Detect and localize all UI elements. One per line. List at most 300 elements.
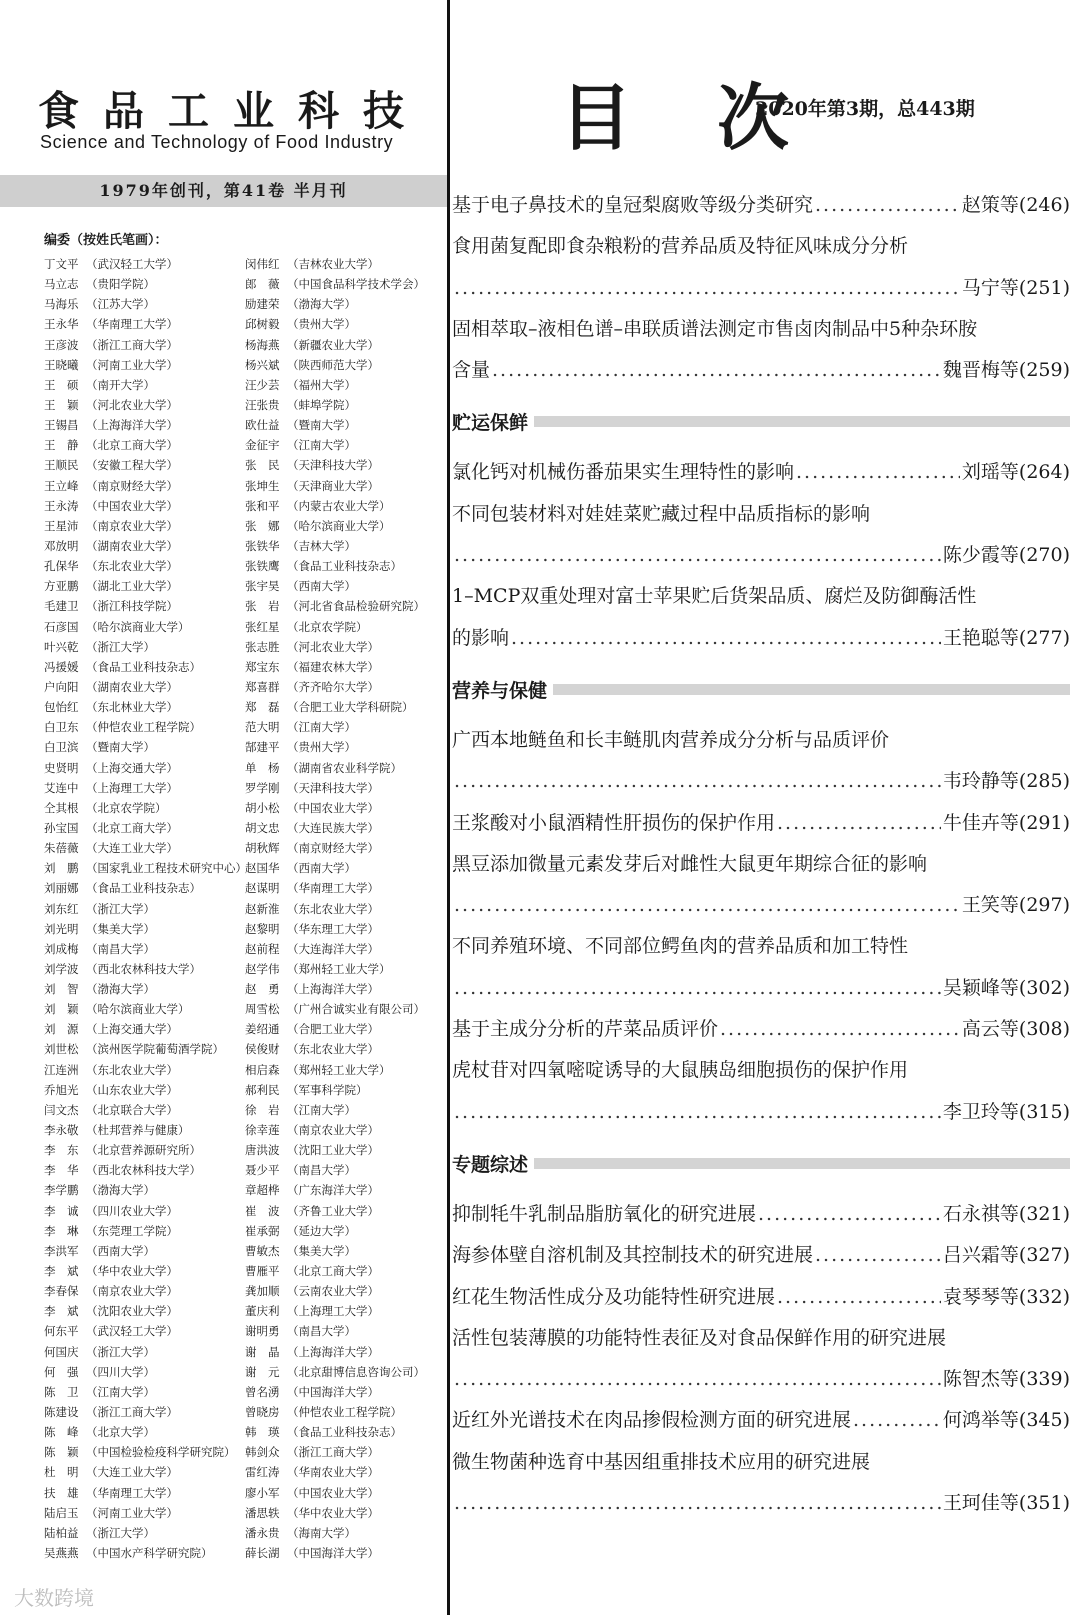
- board-member: [245, 516, 455, 536]
- member-affiliation: （河南工业大学）: [86, 1505, 178, 1520]
- member-affiliation: （华南农业大学）: [287, 1465, 379, 1480]
- member-name: 朱蓓薇: [44, 841, 79, 856]
- member-name: 潘永贵: [245, 1525, 280, 1540]
- board-member: [44, 919, 254, 939]
- board-member: [245, 1362, 455, 1382]
- member-affiliation: （河南工业大学）: [86, 357, 178, 372]
- member-name: 郑宝东: [245, 659, 280, 674]
- board-member: [44, 798, 254, 818]
- member-affiliation: （广东海洋大学）: [287, 1183, 379, 1198]
- author-page: 高云等(308): [961, 1018, 1070, 1041]
- member-name: 张坤生: [245, 478, 280, 493]
- masthead-column: [0, 0, 447, 1615]
- member-name: 谢 晶: [245, 1344, 280, 1359]
- member-affiliation: （天津商业大学）: [287, 478, 379, 493]
- member-name: 冯援媛: [44, 659, 79, 674]
- board-member: [245, 1422, 455, 1442]
- member-affiliation: （北京农学院）: [86, 800, 167, 815]
- member-name: 刘 鹏: [44, 861, 79, 876]
- member-name: 王顺民: [44, 458, 79, 473]
- member-affiliation: （大连工业大学）: [86, 1465, 178, 1480]
- member-name: 刘东红: [44, 901, 79, 916]
- member-affiliation: （齐鲁工业大学）: [287, 1203, 379, 1218]
- member-name: 张 岩: [245, 599, 280, 614]
- member-affiliation: （上海交通大学）: [86, 760, 178, 775]
- member-affiliation: （华南理工大学）: [86, 317, 178, 332]
- member-affiliation: （食品工业科技杂志）: [86, 881, 201, 896]
- member-name: 谢 元: [245, 1364, 280, 1379]
- article-title: 基于主成分分析的芹菜品质评价: [452, 1018, 719, 1041]
- member-affiliation: （渤海大学）: [86, 1183, 155, 1198]
- member-affiliation: （江南大学）: [287, 720, 356, 735]
- board-member: [245, 999, 455, 1019]
- member-affiliation: （暨南大学）: [287, 418, 356, 433]
- member-name: 李 东: [44, 1143, 79, 1158]
- section-heading: [450, 391, 1070, 452]
- board-member: [44, 858, 254, 878]
- toc-entry[interactable]: [450, 576, 1070, 659]
- entry-line: [450, 1050, 1070, 1091]
- board-member: [245, 758, 455, 778]
- member-affiliation: （上海理工大学）: [287, 1304, 379, 1319]
- board-member: [44, 1382, 254, 1402]
- member-name: 李 斌: [44, 1304, 79, 1319]
- member-name: 董庆利: [245, 1304, 280, 1319]
- member-affiliation: （西南大学）: [287, 579, 356, 594]
- member-name: 李 琳: [44, 1223, 79, 1238]
- entry-line: [450, 761, 1070, 802]
- board-member: [245, 1060, 455, 1080]
- member-affiliation: （山东农业大学）: [86, 1082, 178, 1097]
- member-name: 石彦国: [44, 619, 79, 634]
- board-member: [245, 335, 455, 355]
- board-member: [44, 1422, 254, 1442]
- board-member: [44, 1462, 254, 1482]
- member-affiliation: （浙江大学）: [86, 1525, 155, 1540]
- member-affiliation: （南开大学）: [86, 377, 155, 392]
- member-affiliation: （云南农业大学）: [287, 1284, 379, 1299]
- board-member: [44, 536, 254, 556]
- dot-leader: [454, 535, 941, 576]
- member-affiliation: （军事科学院）: [287, 1082, 368, 1097]
- member-name: 姜绍通: [245, 1022, 280, 1037]
- board-member: [245, 737, 455, 757]
- toc-entry[interactable]: [450, 226, 1070, 309]
- member-name: 励建荣: [245, 297, 280, 312]
- entry-line: [450, 535, 1070, 576]
- article-title: 氯化钙对机械伤番茄果实生理特性的影响: [452, 461, 795, 484]
- member-name: 李洪军: [44, 1243, 79, 1258]
- toc-entry[interactable]: [450, 1400, 1070, 1441]
- member-name: 陈 卫: [44, 1384, 79, 1399]
- board-member: [44, 1442, 254, 1462]
- member-affiliation: （上海海洋大学）: [86, 418, 178, 433]
- board-member: [44, 274, 254, 294]
- member-name: 郑 磊: [245, 700, 280, 715]
- dot-leader: [454, 885, 960, 926]
- board-member: [245, 476, 455, 496]
- dot-leader: [454, 1359, 941, 1400]
- member-affiliation: （集美大学）: [86, 921, 155, 936]
- author-page: 吴颖峰等(302): [942, 976, 1070, 999]
- member-affiliation: （北京营养源研究所）: [86, 1143, 201, 1158]
- toc-entry[interactable]: [450, 844, 1070, 927]
- member-affiliation: （延边大学）: [287, 1223, 356, 1238]
- toc-entry[interactable]: [450, 1277, 1070, 1318]
- board-member: [44, 939, 254, 959]
- board-member: [44, 1261, 254, 1281]
- member-name: 陈建设: [44, 1405, 79, 1420]
- member-name: 孙宝国: [44, 820, 79, 835]
- author-page: 王珂佳等(351): [942, 1492, 1070, 1515]
- board-member: [245, 1281, 455, 1301]
- entry-line: [450, 1359, 1070, 1400]
- section-title: 贮运保鲜: [452, 412, 529, 435]
- board-member: [245, 677, 455, 697]
- board-member: [245, 576, 455, 596]
- board-member: [44, 1301, 254, 1321]
- journal-name-cn: 食品工业科技: [38, 87, 428, 135]
- editorial-board-list-left: [44, 254, 254, 1563]
- dot-leader: [492, 350, 941, 391]
- toc-entry[interactable]: [450, 720, 1070, 803]
- entry-line: [450, 1442, 1070, 1483]
- board-member: [245, 899, 455, 919]
- member-name: 张铁鹰: [245, 559, 280, 574]
- member-name: 王 颖: [44, 397, 79, 412]
- member-affiliation: （湖南农业大学）: [86, 538, 178, 553]
- member-affiliation: （贵州大学）: [287, 317, 356, 332]
- member-name: 吴燕燕: [44, 1546, 79, 1560]
- member-name: 曹雁平: [245, 1264, 280, 1279]
- member-name: 廖小军: [245, 1485, 280, 1500]
- member-affiliation: （海南大学）: [287, 1525, 356, 1540]
- board-member: [245, 697, 455, 717]
- member-name: 张宇昊: [245, 579, 280, 594]
- board-member: [44, 1039, 254, 1059]
- article-title: 海参体壁自溶机制及其控制技术的研究进展: [452, 1244, 814, 1267]
- member-affiliation: （吉林大学）: [287, 538, 356, 553]
- board-member: [245, 254, 455, 274]
- member-name: 马海乐: [44, 297, 79, 312]
- entry-line: [450, 1400, 1070, 1441]
- board-member: [245, 395, 455, 415]
- member-name: 崔 波: [245, 1203, 280, 1218]
- toc-entry[interactable]: [450, 1318, 1070, 1401]
- member-affiliation: （上海海洋大学）: [287, 982, 379, 997]
- entry-line: [450, 309, 1070, 350]
- member-name: 陈 峰: [44, 1425, 79, 1440]
- board-member: [44, 1100, 254, 1120]
- entry-line: [450, 885, 1070, 926]
- member-affiliation: （郑州轻工业大学）: [287, 961, 391, 976]
- board-member: [44, 818, 254, 838]
- member-name: 陆启玉: [44, 1505, 79, 1520]
- article-title: 虎杖苷对四氧嘧啶诱导的大鼠胰岛细胞损伤的保护作用: [452, 1059, 909, 1082]
- member-name: 江连洲: [44, 1062, 79, 1077]
- member-affiliation: （渤海大学）: [86, 982, 155, 997]
- watermark-text: 大数跨境: [14, 1586, 94, 1610]
- member-name: 杨海燕: [245, 337, 280, 352]
- board-member: [44, 335, 254, 355]
- member-affiliation: （南昌大学）: [86, 941, 155, 956]
- board-member: [245, 1039, 455, 1059]
- member-affiliation: （湖北工业大学）: [86, 579, 178, 594]
- board-member: [245, 838, 455, 858]
- board-member: [44, 1080, 254, 1100]
- board-member: [245, 556, 455, 576]
- entry-line: [450, 1318, 1070, 1359]
- toc-title: 目 次: [560, 75, 820, 160]
- member-affiliation: （河北农业大学）: [287, 639, 379, 654]
- dot-leader: [815, 185, 960, 226]
- member-affiliation: （齐齐哈尔大学）: [287, 679, 379, 694]
- member-name: 章超桦: [245, 1183, 280, 1198]
- member-affiliation: （中国海洋大学）: [287, 1384, 379, 1399]
- board-member: [44, 576, 254, 596]
- member-affiliation: （西北农林科技大学）: [86, 1163, 201, 1178]
- board-member: [44, 697, 254, 717]
- member-affiliation: （浙江大学）: [86, 1344, 155, 1359]
- toc-entry[interactable]: [450, 494, 1070, 577]
- board-member: [44, 355, 254, 375]
- board-member: [44, 979, 254, 999]
- board-member: [245, 415, 455, 435]
- article-title: 王浆酸对小鼠酒精性肝损伤的保护作用: [452, 811, 776, 834]
- board-member: [245, 637, 455, 657]
- board-member: [44, 959, 254, 979]
- board-member: [44, 476, 254, 496]
- author-page: 韦玲静等(285): [942, 770, 1070, 793]
- board-member: [44, 657, 254, 677]
- member-affiliation: （中国检验检疫科学研究院）: [86, 1445, 236, 1460]
- member-affiliation: （华中农业大学）: [86, 1264, 178, 1279]
- board-member: [245, 1543, 455, 1563]
- toc-entry[interactable]: [450, 185, 1070, 226]
- article-title: 的影响: [452, 626, 510, 649]
- member-name: 刘 颖: [44, 1002, 79, 1017]
- dot-leader: [454, 1483, 941, 1524]
- member-affiliation: （武汉轻工大学）: [86, 1324, 178, 1339]
- board-member: [44, 415, 254, 435]
- author-page: 王艳聪等(277): [942, 626, 1070, 649]
- member-affiliation: （食品工业科技杂志）: [287, 559, 402, 574]
- member-name: 龚加顺: [245, 1284, 280, 1299]
- member-name: 陆柏益: [44, 1525, 79, 1540]
- member-name: 张和平: [245, 498, 280, 513]
- board-member: [245, 1483, 455, 1503]
- board-member: [44, 637, 254, 657]
- entry-line: [450, 494, 1070, 535]
- member-name: 李 华: [44, 1163, 79, 1178]
- toc-entry[interactable]: [450, 926, 1070, 1009]
- member-affiliation: （天津科技大学）: [287, 780, 379, 795]
- board-member: [44, 395, 254, 415]
- board-member: [245, 1201, 455, 1221]
- member-affiliation: （中国农业大学）: [86, 498, 178, 513]
- member-affiliation: （南京财经大学）: [287, 841, 379, 856]
- article-title: 不同养殖环境、不同部位鳄鱼肉的营养品质和加工特性: [452, 935, 909, 958]
- member-name: 聂少平: [245, 1163, 280, 1178]
- board-member: [245, 818, 455, 838]
- member-affiliation: （东莞理工学院）: [86, 1223, 178, 1238]
- dot-leader: [796, 452, 960, 493]
- entry-line: [450, 968, 1070, 1009]
- member-name: 刘 智: [44, 982, 79, 997]
- article-title: 固相萃取–液相色谱–串联质谱法测定市售卤肉制品中5种杂环胺: [452, 317, 978, 340]
- member-name: 赵 勇: [245, 982, 280, 997]
- board-member: [44, 899, 254, 919]
- board-member: [44, 596, 254, 616]
- member-name: 胡文忠: [245, 820, 280, 835]
- member-name: 赵谋明: [245, 881, 280, 896]
- member-name: 陈 颖: [44, 1445, 79, 1460]
- member-name: 郜建平: [245, 740, 280, 755]
- member-name: 闫文杰: [44, 1102, 79, 1117]
- board-member: [245, 375, 455, 395]
- member-name: 胡小松: [245, 800, 280, 815]
- member-affiliation: （沈阳农业大学）: [86, 1304, 178, 1319]
- member-name: 范大明: [245, 720, 280, 735]
- board-member: [44, 1342, 254, 1362]
- member-name: 王 静: [44, 438, 79, 453]
- member-affiliation: （西南大学）: [86, 1243, 155, 1258]
- member-affiliation: （天津科技大学）: [287, 458, 379, 473]
- board-member: [44, 617, 254, 637]
- member-name: 刘光明: [44, 921, 79, 936]
- dot-leader: [777, 1277, 941, 1318]
- article-title: 微生物菌种选育中基因组重排技术应用的研究进展: [452, 1450, 871, 1473]
- board-member: [44, 717, 254, 737]
- article-title: 1–MCP双重处理对富士苹果贮后货架品质、腐烂及防御酶活性: [452, 585, 977, 608]
- member-name: 仝其根: [44, 800, 79, 815]
- article-title: 食用菌复配即食杂粮粉的营养品质及特征风味成分分析: [452, 235, 909, 258]
- member-affiliation: （中国海洋大学）: [287, 1546, 379, 1560]
- member-affiliation: （河北农业大学）: [86, 397, 178, 412]
- member-name: 单 杨: [245, 760, 280, 775]
- member-affiliation: （大连工业大学）: [86, 841, 178, 856]
- member-name: 曾名湧: [245, 1384, 280, 1399]
- member-name: 韩 瑛: [245, 1425, 280, 1440]
- member-name: 王永华: [44, 317, 79, 332]
- board-member: [245, 1180, 455, 1200]
- member-name: 徐 岩: [245, 1102, 280, 1117]
- member-name: 李 诚: [44, 1203, 79, 1218]
- table-of-contents-column: [450, 0, 1080, 1615]
- board-member: [245, 959, 455, 979]
- toc-entry[interactable]: [450, 1442, 1070, 1525]
- board-member: [245, 1462, 455, 1482]
- board-member: [245, 778, 455, 798]
- entry-line: [450, 576, 1070, 617]
- member-name: 赵国华: [245, 861, 280, 876]
- board-member: [44, 435, 254, 455]
- toc-entry[interactable]: [450, 803, 1070, 844]
- member-affiliation: （哈尔滨商业大学）: [86, 619, 190, 634]
- member-affiliation: （集美大学）: [287, 1243, 356, 1258]
- member-affiliation: （哈尔滨商业大学）: [86, 1002, 190, 1017]
- member-name: 王永涛: [44, 498, 79, 513]
- member-name: 刘成梅: [44, 941, 79, 956]
- member-name: 金征宇: [245, 438, 280, 453]
- journal-name-en: Science and Technology of Food Industry: [40, 132, 394, 152]
- member-affiliation: （国家乳业工程技术研究中心）: [86, 861, 247, 876]
- board-member: [245, 798, 455, 818]
- member-name: 曾晓房: [245, 1405, 280, 1420]
- member-name: 唐洪波: [245, 1143, 280, 1158]
- member-affiliation: （浙江大学）: [86, 901, 155, 916]
- member-affiliation: （北京甜博信息咨询公司）: [287, 1364, 425, 1379]
- article-title: 含量: [452, 359, 491, 382]
- member-affiliation: （北京大学）: [86, 1425, 155, 1440]
- toc-entry[interactable]: [450, 452, 1070, 493]
- board-member: [245, 1321, 455, 1341]
- board-member: [44, 1362, 254, 1382]
- member-affiliation: （仲恺农业工程学院）: [287, 1405, 402, 1420]
- member-name: 郑喜群: [245, 679, 280, 694]
- member-name: 王立峰: [44, 478, 79, 493]
- board-member: [245, 1301, 455, 1321]
- member-affiliation: （杜邦营养与健康）: [86, 1123, 190, 1138]
- board-member: [245, 617, 455, 637]
- section-rule: [553, 684, 1070, 695]
- member-affiliation: （河北省食品检验研究院）: [287, 599, 425, 614]
- member-name: 罗学刚: [245, 780, 280, 795]
- toc-entry[interactable]: [450, 1194, 1070, 1235]
- entry-line: [450, 1009, 1070, 1050]
- board-member: [44, 455, 254, 475]
- member-affiliation: （北京联合大学）: [86, 1102, 178, 1117]
- member-name: 刘 源: [44, 1022, 79, 1037]
- board-member: [44, 1523, 254, 1543]
- member-affiliation: （上海交通大学）: [86, 1022, 178, 1037]
- toc-entry[interactable]: [450, 309, 1070, 392]
- member-affiliation: （中国食品科学技术学会）: [287, 277, 425, 292]
- toc-entry[interactable]: [450, 1009, 1070, 1050]
- member-affiliation: （南京农业大学）: [86, 1284, 178, 1299]
- board-member: [44, 1140, 254, 1160]
- member-affiliation: （浙江大学）: [86, 639, 155, 654]
- board-member: [245, 1120, 455, 1140]
- founding-info: 1979年创刊，第41卷 半月刊: [0, 175, 447, 207]
- member-name: 李春保: [44, 1284, 79, 1299]
- board-member: [44, 1160, 254, 1180]
- member-name: 包怡红: [44, 700, 79, 715]
- board-member: [44, 1483, 254, 1503]
- member-affiliation: （华南理工大学）: [86, 1485, 178, 1500]
- member-affiliation: （大连海洋大学）: [287, 941, 379, 956]
- board-member: [245, 1221, 455, 1241]
- dot-leader: [454, 268, 960, 309]
- board-member: [245, 1523, 455, 1543]
- board-member: [44, 1201, 254, 1221]
- member-affiliation: （江南大学）: [287, 438, 356, 453]
- board-member: [44, 1060, 254, 1080]
- toc-entry[interactable]: [450, 1050, 1070, 1133]
- member-name: 乔旭光: [44, 1082, 79, 1097]
- board-member: [245, 496, 455, 516]
- member-name: 刘丽娜: [44, 881, 79, 896]
- dot-leader: [511, 618, 941, 659]
- article-title: 抑制牦牛乳制品脂肪氧化的研究进展: [452, 1202, 757, 1225]
- member-affiliation: （东北林业大学）: [86, 700, 178, 715]
- member-name: 叶兴乾: [44, 639, 79, 654]
- entry-line: [450, 268, 1070, 309]
- toc-entry[interactable]: [450, 1235, 1070, 1276]
- board-member: [245, 435, 455, 455]
- board-member: [245, 355, 455, 375]
- article-title: 黑豆添加微量元素发芽后对雌性大鼠更年期综合征的影响: [452, 852, 928, 875]
